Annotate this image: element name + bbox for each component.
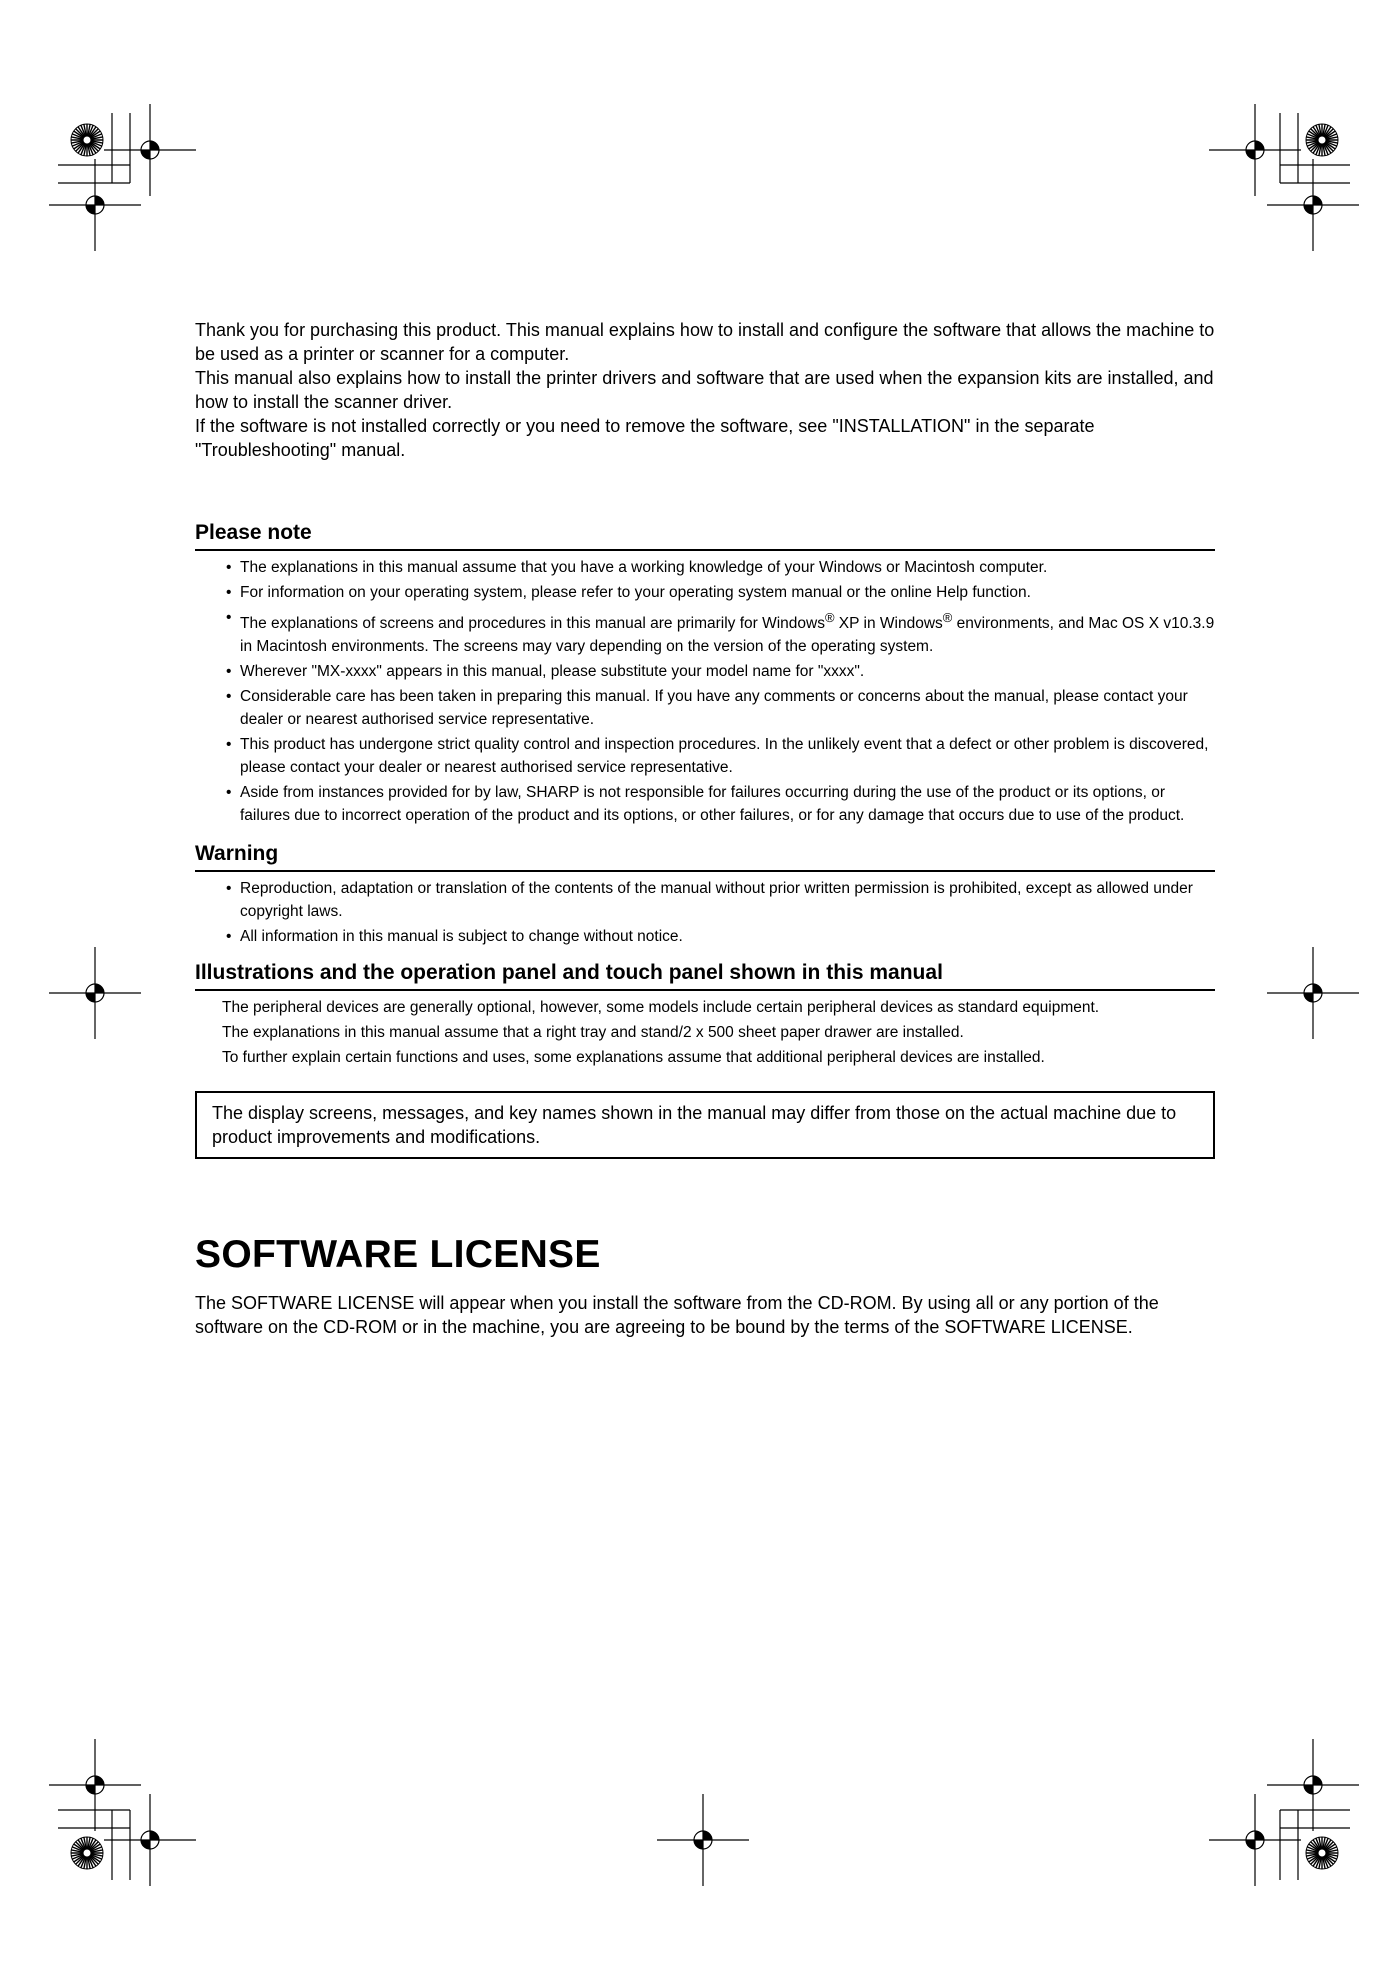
star-target-bottom-left (71, 1837, 103, 1869)
star-target-top-left (71, 124, 103, 156)
notice-box: The display screens, messages, and key names shown in the manual may differ from those on the actual machine due to product improvements and modifications. (195, 1091, 1215, 1159)
registration-mark-top-right-lower (1267, 159, 1359, 251)
warning-item-2: • All information in this manual is subject to change without notice. (240, 925, 1215, 948)
intro-section (195, 318, 1215, 462)
intro-paragraph-2: This manual also explains how to install the printer drivers and software that are used when the expansion kits are installed, and how to install the scanner driver. (195, 368, 1214, 412)
illustrations-line-1: The peripheral devices are generally optional, however, some models include certain peripheral devices as standard equipment. (222, 999, 1100, 1017)
warning-heading: Warning (195, 841, 1215, 872)
warning-list (195, 877, 1215, 948)
please-note-heading: Please note (195, 520, 1215, 551)
illustrations-line-3: To further explain certain functions and uses, some explanations assume that additional peripheral devices are installed. (222, 1049, 1045, 1067)
please-note-item-6: • This product has undergone strict quality control and inspection procedures. In the unlikely event that a defect or other problem is discovered, please contact your dealer or nearest authorised service representative. (240, 733, 1215, 779)
registration-mark-top-right (1209, 104, 1301, 196)
registration-mark-bottom-right (1209, 1794, 1301, 1886)
warning-item-1: • Reproduction, adaptation or translation of the contents of the manual without prior written permission is prohibited, except as allowed under copyright laws. (240, 877, 1215, 923)
please-note-list (195, 556, 1215, 827)
registration-mark-bottom-left-upper (49, 1739, 141, 1831)
intro-paragraph-3: If the software is not installed correctly or you need to remove the software, see "INSTALLATION" in the separate "Troubleshooting" manual. (195, 416, 1095, 460)
please-note-item-3-part-1: The explanations of screens and procedures in this manual are primarily for Windows (240, 615, 825, 633)
illustrations-heading: Illustrations and the operation panel and touch panel shown in this manual (195, 960, 1215, 991)
page-content (195, 318, 1215, 1339)
registration-mark-bottom-right-upper (1267, 1739, 1359, 1831)
registration-mark-bottom-left (104, 1794, 196, 1886)
registration-mark-bottom-center (657, 1794, 749, 1886)
please-note-item-1: • The explanations in this manual assume that you have a working knowledge of your Windows or Macintosh computer. (240, 556, 1215, 579)
software-license-title: SOFTWARE LICENSE (195, 1233, 601, 1277)
please-note-item-3-part-3: environments, and Mac OS X v10.3.9 in Macintosh environments. The screens may vary depending on the version of the operating system. (240, 615, 1215, 656)
please-note-item-4: • Wherever "MX-xxxx" appears in this manual, please substitute your model name for "xxxx". (240, 660, 1215, 683)
software-license-text: The SOFTWARE LICENSE will appear when you install the software from the CD-ROM. By using all or any portion of the software on the CD-ROM or in the machine, you are agreeing to be bound by the terms of the SOFTWARE LICENSE. (195, 1293, 1159, 1338)
star-target-bottom-right (1306, 1837, 1338, 1869)
registered-mark: ® (942, 610, 953, 625)
registration-mark-left-middle (49, 947, 141, 1039)
illustrations-text (222, 996, 1215, 1069)
registration-mark-top-left (104, 104, 196, 196)
illustrations-line-2: The explanations in this manual assume that a right tray and stand/2 x 500 sheet paper drawer are installed. (222, 1024, 964, 1042)
please-note-item-7: • Aside from instances provided for by law, SHARP is not responsible for failures occurring during the use of the product or its options, or failures due to incorrect operation of the product and its options, or other failures, or for any damage that occurs due to use of the product. (240, 781, 1215, 827)
registration-mark-right-middle (1267, 947, 1359, 1039)
please-note-item-3 (240, 606, 1215, 658)
please-note-item-5: • Considerable care has been taken in preparing this manual. If you have any comments or concerns about the manual, please contact your dealer or nearest authorised service representative. (240, 685, 1215, 731)
star-target-top-right (1306, 124, 1338, 156)
please-note-item-3-part-2: XP in Windows (834, 615, 943, 633)
registration-mark-top-left-lower (49, 159, 141, 251)
please-note-item-2: • For information on your operating system, please refer to your operating system manual or the online Help function. (240, 581, 1215, 604)
registered-mark: ® (824, 610, 835, 625)
intro-paragraph-1: Thank you for purchasing this product. This manual explains how to install and configure the software that allows the machine to be used as a printer or scanner for a computer. (195, 320, 1215, 364)
